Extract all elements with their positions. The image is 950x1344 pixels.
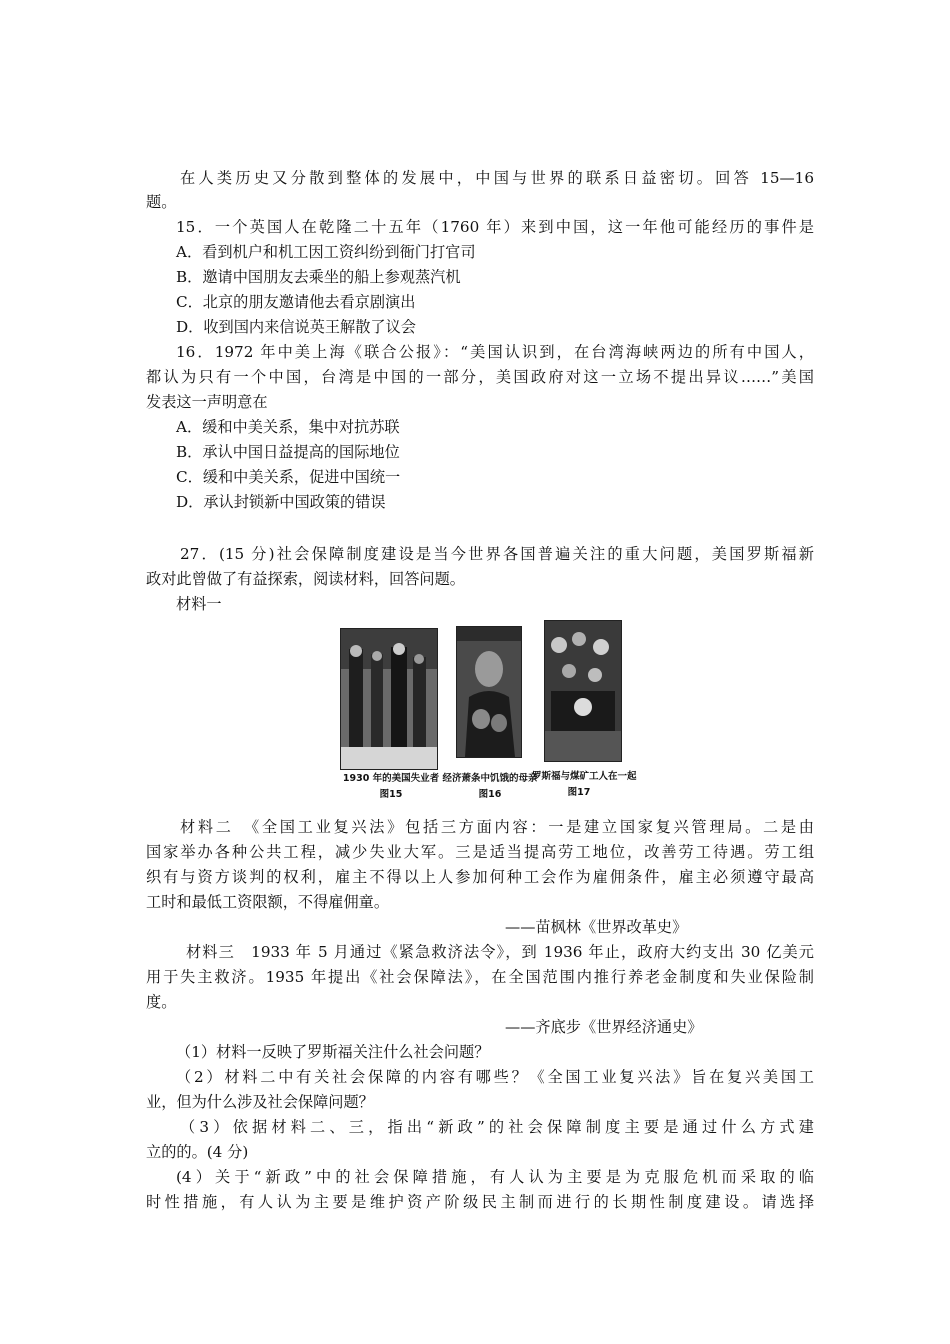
q15-stem: 15．一个英国人在乾隆二十五年（1760 年）来到中国，这一年他可能经历的事件是 (176, 218, 814, 236)
q15-option-d: D．收到国内来信说英王解散了议会 (176, 318, 416, 336)
q27-stem-line-2: 政对此曾做了有益探索，阅读材料，回答问题。 (146, 570, 465, 588)
figure-17-label: 图17 (567, 787, 591, 798)
intro-line-1: 在人类历史又分散到整体的发展中，中国与世界的联系日益密切。回答 15—16 (180, 169, 814, 187)
material2-line-1: 材料二 《全国工业复兴法》包括三方面内容：一是建立国家复兴管理局。二是由 (180, 818, 814, 836)
figure-15-label: 图15 (379, 789, 403, 800)
q16-stem-line-1: 16．1972 年中美上海《联合公报》：“美国认识到，在台湾海峡两边的所有中国人， (176, 343, 814, 361)
material2-line-3: 织有与资方谈判的权利，雇主不得以上人参加何种工会作为雇佣条件，雇主必须遵守最高 (146, 868, 814, 886)
sub-question-2-line-1: （2）材料二中有关社会保障的内容有哪些？《全国工业复兴法》旨在复兴美国工 (176, 1068, 814, 1086)
q16-option-b: B．承认中国日益提高的国际地位 (176, 443, 400, 461)
figure-15-caption: 1930 年的美国失业者 (342, 773, 440, 784)
q16-option-c: C．缓和中美关系，促进中国统一 (176, 468, 401, 486)
sub-question-3-line-1: （3）依据材料二、三，指出“新政”的社会保障制度主要是通过什么方式建 (180, 1118, 814, 1136)
q27-stem-line-1: 27．(15 分)社会保障制度建设是当今世界各国普遍关注的重大问题，美国罗斯福新 (180, 545, 814, 563)
intro-line-2: 题。 (146, 193, 177, 211)
material2-line-4: 工时和最低工资限额，不得雇佣童。 (146, 893, 389, 911)
material3-line-1: 材料三 1933 年 5 月通过《紧急救济法令》，到 1936 年止，政府大约支出 30 亿美元 (186, 943, 814, 961)
q15-option-b: B．邀请中国朋友去乘坐的船上参观蒸汽机 (176, 268, 461, 286)
q15-option-a: A．看到机户和机工因工资纠纷到衙门打官司 (176, 243, 476, 261)
q16-option-d: D．承认封锁新中国政策的错误 (176, 493, 386, 511)
figure-15-photo (340, 628, 438, 770)
q16-option-a: A．缓和中美关系，集中对抗苏联 (176, 418, 400, 436)
figure-17-photo (544, 620, 622, 762)
material2-line-2: 国家举办各种公共工程，减少失业大军。三是适当提高劳工地位，改善劳工待遇。劳工组 (146, 843, 814, 861)
figure-17-caption: 罗斯福与煤矿工人在一起 (532, 771, 637, 782)
material2-source: ——苗枫林《世界改革史》 (505, 918, 688, 936)
sub-question-2-line-2: 业，但为什么涉及社会保障问题？ (146, 1093, 374, 1111)
figure-16-label: 图16 (478, 789, 502, 800)
material3-line-3: 度。 (146, 993, 177, 1011)
sub-question-3-line-2: 立的的。(4 分) (146, 1143, 249, 1161)
q15-option-c: C．北京的朋友邀请他去看京剧演出 (176, 293, 416, 311)
q16-stem-line-2: 都认为只有一个中国，台湾是中国的一部分，美国政府对这一立场不提出异议……”美国 (146, 368, 814, 386)
figure-16-photo (456, 626, 522, 758)
sub-question-4-line-2: 时性措施，有人认为主要是维护资产阶级民主制而进行的长期性制度建设。请选择 (146, 1193, 814, 1211)
q16-stem-line-3: 发表这一声明意在 (146, 393, 268, 411)
material3-source: ——齐底步《世界经济通史》 (505, 1018, 703, 1036)
figure-16-caption: 经济萧条中饥饿的母亲 (442, 773, 538, 784)
material3-line-2: 用于失主救济。1935 年提出《社会保障法》，在全国范围内推行养老金制度和失业保险制 (146, 968, 814, 986)
material1-figures (336, 618, 637, 808)
sub-question-4-line-1: (4）关于“新政”中的社会保障措施，有人认为主要是为克服危机而采取的临 (176, 1168, 814, 1186)
sub-question-1: （1）材料一反映了罗斯福关注什么社会问题？ (176, 1043, 490, 1061)
material1-label: 材料一 (176, 595, 222, 613)
